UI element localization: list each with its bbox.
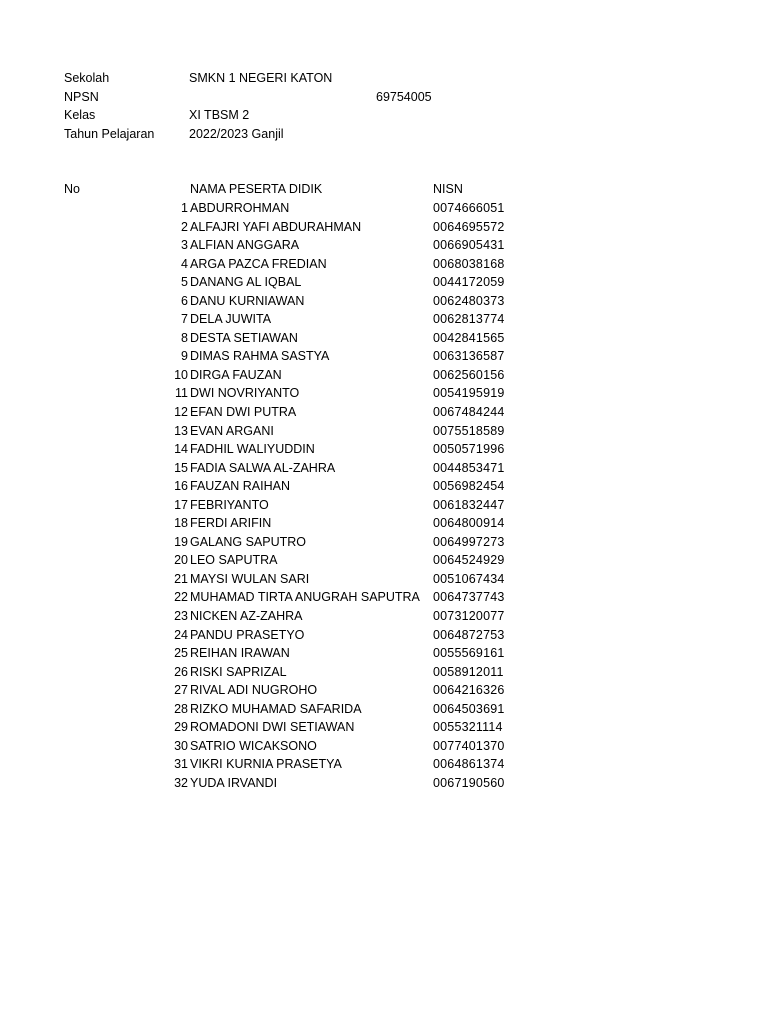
- student-nisn: 0064872753: [433, 627, 505, 642]
- student-name: VIKRI KURNIA PRASETYA: [190, 757, 342, 772]
- year-value: 2022/2023 Ganjil: [189, 127, 284, 141]
- student-nisn: 0067190560: [433, 775, 505, 790]
- student-list: [0, 199, 768, 793]
- student-number: 10: [174, 367, 188, 382]
- student-number: 32: [174, 775, 188, 790]
- student-name: MAYSI WULAN SARI: [190, 571, 310, 586]
- student-number: 30: [174, 738, 188, 753]
- student-name: ALFAJRI YAFI ABDURAHMAN: [190, 219, 362, 234]
- student-row: [0, 588, 768, 607]
- student-nisn: 0044853471: [433, 460, 505, 475]
- student-nisn: 0064695572: [433, 219, 505, 234]
- student-nisn: 0066905431: [433, 238, 505, 253]
- student-nisn: 0062813774: [433, 312, 505, 327]
- student-number: 14: [174, 442, 188, 457]
- year-label: Tahun Pelajaran: [64, 127, 155, 141]
- student-name: DWI NOVRIYANTO: [190, 386, 300, 401]
- student-name: FERDI ARIFIN: [190, 516, 272, 531]
- student-row: [0, 459, 768, 478]
- class-value: XI TBSM 2: [189, 108, 250, 122]
- student-name: RIVAL ADI NUGROHO: [190, 683, 318, 698]
- school-label: Sekolah: [64, 71, 110, 85]
- class-label: Kelas: [64, 108, 96, 122]
- student-row: [0, 477, 768, 496]
- student-number: 1: [181, 201, 188, 215]
- student-row: [0, 384, 768, 403]
- student-name: DELA JUWITA: [190, 312, 272, 327]
- student-nisn: 0064997273: [433, 534, 505, 549]
- student-row: [0, 199, 768, 218]
- student-name: DIRGA FAUZAN: [190, 367, 282, 382]
- student-nisn: 0077401370: [433, 738, 505, 753]
- student-nisn: 0064800914: [433, 516, 505, 531]
- student-name: EFAN DWI PUTRA: [190, 405, 297, 420]
- student-number: 6: [181, 293, 188, 308]
- student-row: [0, 626, 768, 645]
- student-number: 29: [174, 720, 188, 735]
- student-row: [0, 551, 768, 570]
- student-number: 8: [181, 330, 188, 345]
- student-name: DANANG AL IQBAL: [190, 275, 302, 290]
- student-name: ALFIAN ANGGARA: [190, 238, 300, 253]
- student-number: 15: [174, 460, 188, 475]
- student-number: 28: [174, 701, 188, 716]
- student-nisn: 0061832447: [433, 497, 505, 512]
- student-name: DESTA SETIAWAN: [190, 330, 298, 345]
- student-number: 25: [174, 646, 188, 661]
- student-row: [0, 347, 768, 366]
- student-row: [0, 310, 768, 329]
- student-row: [0, 755, 768, 774]
- student-name: RISKI SAPRIZAL: [190, 664, 287, 679]
- student-row: [0, 533, 768, 552]
- student-nisn: 0044172059: [433, 275, 505, 290]
- student-name: YUDA IRVANDI: [190, 775, 278, 790]
- student-number: 7: [181, 312, 188, 327]
- student-nisn: 0064503691: [433, 701, 505, 716]
- student-name: PANDU PRASETYO: [190, 627, 305, 642]
- student-number: 2: [181, 219, 188, 234]
- student-name: EVAN ARGANI: [190, 423, 274, 438]
- student-number: 31: [174, 757, 188, 772]
- student-nisn: 0068038168: [433, 256, 505, 271]
- student-number: 12: [174, 405, 188, 420]
- column-header-no: No: [64, 182, 80, 196]
- student-number: 18: [174, 516, 188, 531]
- student-row: [0, 292, 768, 311]
- student-nisn: 0062560156: [433, 367, 505, 382]
- class-row: [0, 106, 768, 124]
- student-name: DANU KURNIAWAN: [190, 293, 305, 308]
- student-number: 21: [174, 571, 188, 586]
- student-nisn: 0062480373: [433, 293, 505, 308]
- student-name: ABDURROHMAN: [190, 201, 290, 215]
- student-row: [0, 737, 768, 756]
- student-nisn: 0054195919: [433, 386, 505, 401]
- column-header-nisn: NISN: [433, 182, 463, 196]
- npsn-row: [0, 88, 768, 106]
- student-name: GALANG SAPUTRO: [190, 534, 306, 549]
- student-nisn: 0051067434: [433, 571, 505, 586]
- student-row: [0, 218, 768, 237]
- student-row: [0, 273, 768, 292]
- student-name: RIZKO MUHAMAD SAFARIDA: [190, 701, 362, 716]
- student-name: MUHAMAD TIRTA ANUGRAH SAPUTRA: [190, 590, 420, 605]
- npsn-label: NPSN: [64, 90, 99, 104]
- student-number: 26: [174, 664, 188, 679]
- student-name: FADHIL WALIYUDDIN: [190, 442, 315, 457]
- student-row: [0, 570, 768, 589]
- student-nisn: 0073120077: [433, 609, 505, 624]
- student-nisn: 0063136587: [433, 349, 505, 364]
- school-value: SMKN 1 NEGERI KATON: [189, 71, 333, 85]
- student-number: 3: [181, 238, 188, 253]
- student-name: NICKEN AZ-ZAHRA: [190, 609, 303, 624]
- student-name: REIHAN IRAWAN: [190, 646, 290, 661]
- column-header-name: NAMA PESERTA DIDIK: [190, 182, 323, 196]
- student-row: [0, 514, 768, 533]
- student-nisn: 0056982454: [433, 479, 505, 494]
- student-nisn: 0064861374: [433, 757, 505, 772]
- student-row: [0, 366, 768, 385]
- student-nisn: 0055321114: [433, 720, 503, 735]
- student-nisn: 0058912011: [433, 664, 504, 679]
- student-nisn: 0067484244: [433, 405, 505, 420]
- student-number: 4: [181, 256, 188, 271]
- student-name: SATRIO WICAKSONO: [190, 738, 317, 753]
- student-row: [0, 774, 768, 793]
- student-nisn: 0064737743: [433, 590, 505, 605]
- student-row: [0, 496, 768, 515]
- student-row: [0, 255, 768, 274]
- student-number: 11: [175, 386, 188, 401]
- student-row: [0, 403, 768, 422]
- student-nisn: 0064524929: [433, 553, 505, 568]
- student-row: [0, 422, 768, 441]
- year-row: [0, 125, 768, 143]
- student-row: [0, 440, 768, 459]
- student-number: 23: [174, 609, 188, 624]
- student-nisn: 0055569161: [433, 646, 505, 661]
- student-row: [0, 663, 768, 682]
- student-number: 5: [181, 275, 188, 290]
- student-row: [0, 681, 768, 700]
- student-name: ARGA PAZCA FREDIAN: [190, 256, 327, 271]
- student-row: [0, 329, 768, 348]
- student-nisn: 0064216326: [433, 683, 505, 698]
- student-number: 20: [174, 553, 188, 568]
- student-row: [0, 718, 768, 737]
- student-name: FEBRIYANTO: [190, 497, 269, 512]
- student-name: DIMAS RAHMA SASTYA: [190, 349, 330, 364]
- student-number: 27: [174, 683, 188, 698]
- student-nisn: 0042841565: [433, 330, 505, 345]
- student-nisn: 0050571996: [433, 442, 505, 457]
- student-row: [0, 607, 768, 626]
- student-name: ROMADONI DWI SETIAWAN: [190, 720, 355, 735]
- student-row: [0, 644, 768, 663]
- student-row: [0, 700, 768, 719]
- student-nisn: 0075518589: [433, 423, 505, 438]
- student-name: FADIA SALWA AL-ZAHRA: [190, 460, 336, 475]
- student-number: 16: [174, 479, 188, 494]
- student-number: 17: [174, 497, 188, 512]
- npsn-value: 69754005: [376, 90, 432, 104]
- student-name: LEO SAPUTRA: [190, 553, 278, 568]
- student-number: 22: [174, 590, 188, 605]
- student-number: 13: [174, 423, 188, 438]
- student-name: FAUZAN RAIHAN: [190, 479, 291, 494]
- student-row: [0, 236, 768, 255]
- student-number: 24: [174, 627, 188, 642]
- student-number: 9: [181, 349, 188, 364]
- student-number: 19: [174, 534, 188, 549]
- school-row: [0, 69, 768, 87]
- student-nisn: 0074666051: [433, 201, 505, 215]
